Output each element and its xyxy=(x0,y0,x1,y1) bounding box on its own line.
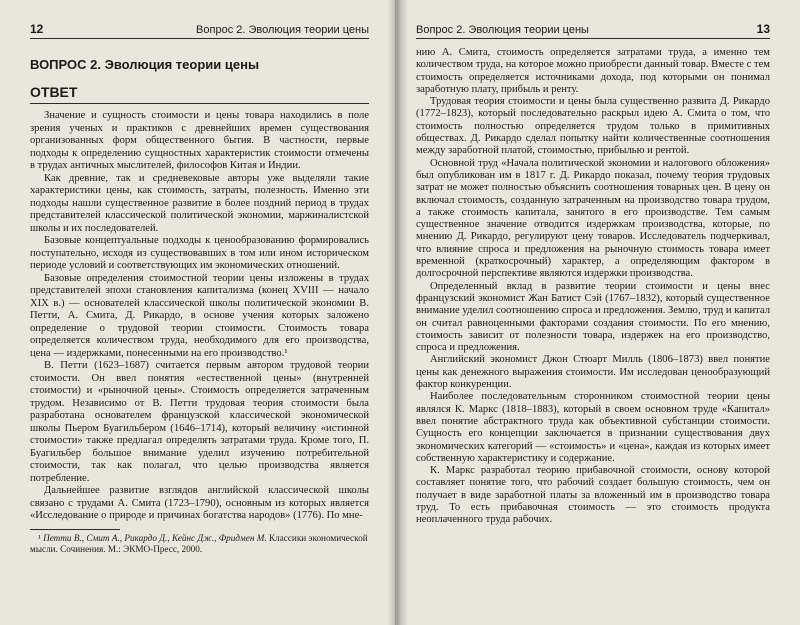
running-head-left xyxy=(30,22,369,39)
paragraph: Определенный вклад в развитие теории стоимости и цены внес французский экономист Жан Батист Сэй (1767–1832), который существенное внимание уделил соотношению спроса и предложения. Землю, труд и капитал он считал равноценными факторами создания стоимости. По его мнению, стоимость зависит от полезности товара, издержек на его производство, спроса и предложения. xyxy=(416,280,770,354)
page-number: 13 xyxy=(756,22,770,36)
paragraph: Значение и сущность стоимости и цены товара находились в поле зрения ученых и практиков с древнейших времен существования организованных форм общественного бытия. В частности, первые подходы к определению сущностных характеристик стоимости отмечены в трудах античных мыслителей, философов Китая и Индии. xyxy=(30,110,369,171)
paragraph: К. Маркс разработал теорию прибавочной стоимости, основу которой составляет понятие того, что рабочий создает большую стоимость, чем он получает в виде заработной платы за вложенный им в производство товара труд. То есть прибавочная стоимость — это стоимость продукта неоплаченного труда рабочих. xyxy=(416,465,770,526)
footnote-authors: Петти В., Смит А., Рикардо Д., Кейнс Дж., Фридмен М. xyxy=(43,532,267,543)
paragraph: В. Петти (1623–1687) считается первым автором трудовой теории стоимости. Он ввел понятия «естественной цены» (внутренней стоимости) и «рыночной цены». Стоимость определяется затраченным трудом. Независимо от В. Петти трудовая теория стоимости была разработана основателем французской классической экономической школы Пьером Буагильбером (1646–1714), который величину «истинной стоимости» также предлагал определять затратами труда. Кроме того, П. Буагильбер большое внимание уделил изучению потребительной стоимости, так как полагал, что целью производства является потребление. xyxy=(30,360,369,484)
paragraph: Трудовая теория стоимости и цены была существенно развита Д. Рикардо (1772–1823), который последовательно раскрыл идею А. Смита о том, что стоимость полностью определяется трудом только в примитивных обществах. Д. Рикардо сделал попытку найти количественные соотношения между заработной платой, стоимостью, прибылью и рентой. xyxy=(416,96,770,157)
paragraph: Наиболее последовательным сторонником стоимостной теории цены являлся К. Маркс (1818–1883), который в своем основном труде «Капитал» ввел понятие абстрактного труда как объективной субстанции стоимости. Сущность его концепции заключается в признании существования двух экономических категорий — «стоимость» и «цена», каждая из которых имеет собственную характеристику и содержание. xyxy=(416,391,770,464)
paragraph: Основной труд «Начала политической экономии и налогового обложения» был опубликован им в 1817 г. Д. Рикардо показал, почему теория трудовых затрат не может полностью объяснить соотношения товарных цен. В цену он включал стоимость, созданную затраченным на производство товара трудом, а также стоимость капитала, занятого в его производстве. Тем самым существенное значение отводится издержкам производства, которые, по мнению Д. Рикардо, регулируют цену товаров. Исследователь подчеркивал, что влияние спроса и предложения на рыночную стоимость товара имеет временной (краткосрочный) характер, а определяющим фактором в долгосрочной перспективе являются издержки производства. xyxy=(416,157,770,280)
footnote-text: Классики экономической мысли. Сочинения. М.: ЭКМО-Пресс, 2000. xyxy=(30,532,368,554)
paragraph: Как древние, так и средневековые авторы уже выделяли такие характеристики цены, как стоимость, затраты, полезность. Именно эти подходы нашли существенное развитие в более поздний период в трудах представителей классической политической экономии, маржиналистской школы и их последователей. xyxy=(30,172,369,234)
footnote-divider xyxy=(30,529,120,530)
running-head-text: Вопрос 2. Эволюция теории цены xyxy=(196,24,369,36)
right-page xyxy=(398,0,800,625)
footnote-marker: ¹ xyxy=(38,532,41,543)
question-title: ВОПРОС 2. Эволюция теории цены xyxy=(30,57,260,72)
left-page xyxy=(0,0,396,625)
page-number: 12 xyxy=(30,22,44,36)
footnote xyxy=(30,533,369,555)
paragraph: Дальнейшее развитие взглядов английской классической школы связано с трудами А. Смита (1723–1790), основным из которых является «Исследование о природе и причинах богатства народов» (1776). По мне- xyxy=(30,485,369,521)
paragraph: Базовые концептуальные подходы к ценообразованию формировались поступательно, исходя из существовавших в том или ином историческом периоде условий и соответствующих им экономических отношений. xyxy=(30,235,369,271)
paragraph: Базовые определения стоимостной теории цены изложены в трудах представителей эпохи становления капитализма (конец XVIII — начало XIX в.) — основателей классической школы политической экономии В. Петти, А. Смита, Д. Рикардо, в основе учения которых заложено определение о трудовой теории стоимости. Стоимость товара определяется количеством труда, необходимого для его производства, цена — издержками, понесенными на его производство.¹ xyxy=(30,272,369,359)
running-head-text: Вопрос 2. Эволюция теории цены xyxy=(416,24,589,36)
running-head-right xyxy=(416,22,770,39)
paragraph: нию А. Смита, стоимость определяется затратами труда, а именно тем количеством труда, на которое можно приобрести данный товар. Вместе с тем стоимость определяется источниками дохода, под которыми он понимал заработную плату, прибыль и ренту. xyxy=(416,47,770,95)
paragraph: Английский экономист Джон Стюарт Милль (1806–1873) ввел понятие цены как денежного выражения стоимости. Им исследован ценообразующий фактор конкуренции. xyxy=(416,354,770,391)
answer-heading: ОТВЕТ xyxy=(30,84,369,104)
